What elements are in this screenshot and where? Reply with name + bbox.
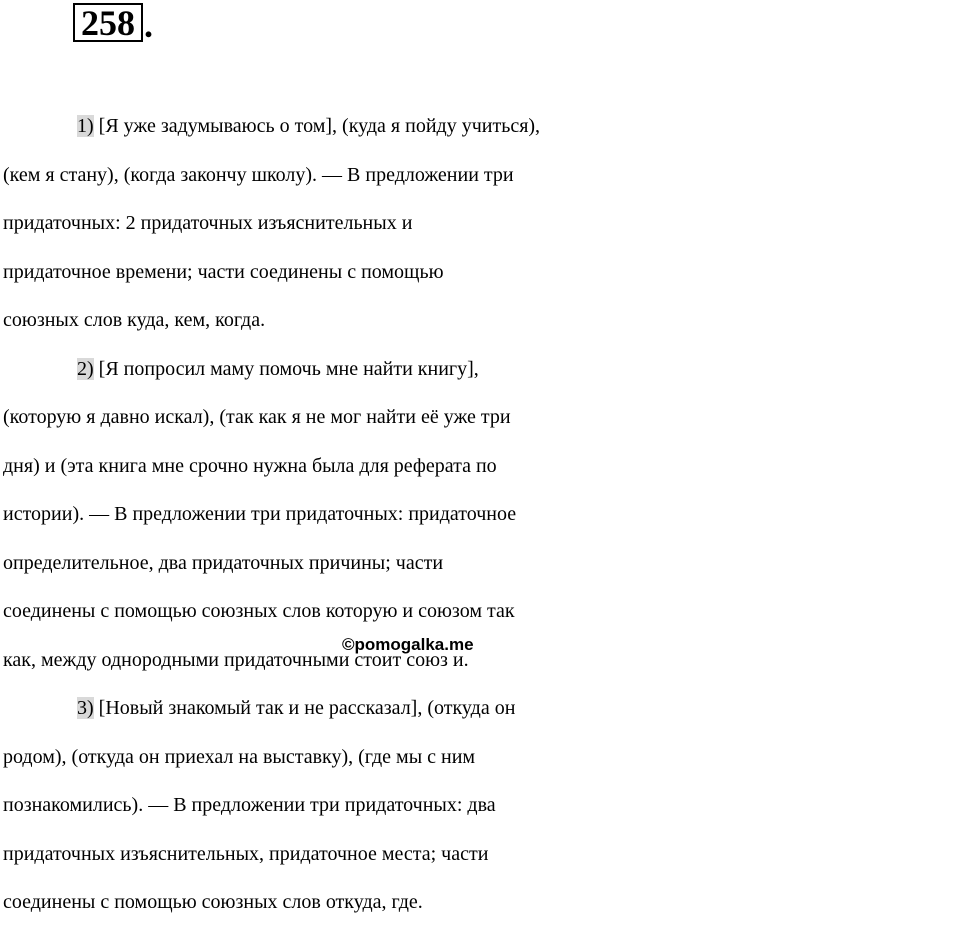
- task-number: [73, 3, 153, 45]
- text-line: (кем я стану), (когда закончу школу). — В предложении три: [3, 163, 514, 186]
- text-line: определительное, два придаточных причины; части: [3, 551, 444, 574]
- text-line: союзных слов куда, кем, когда.: [3, 309, 266, 331]
- text-line: истории). — В предложении три придаточных: придаточное: [3, 503, 517, 525]
- text-line: 3) [Новый знакомый так и не рассказал], (откуда он: [77, 697, 516, 719]
- item-number: 3): [77, 697, 94, 719]
- text-line: как, между однородными придаточными стоит союз и.: [3, 648, 469, 671]
- item-number: 1): [77, 115, 94, 137]
- item-number: 2): [77, 357, 94, 380]
- answer-item-2: [3, 345, 960, 685]
- text-line: (которую я давно искал), (так как я не мог найти её уже три: [3, 406, 511, 428]
- text-line: 1) [Я уже задумываюсь о том], (куда я пойду учиться),: [77, 115, 541, 137]
- answer-item-3: [3, 684, 960, 927]
- text-line: придаточное времени; части соединены с помощью: [3, 260, 444, 283]
- text-line: 2) [Я попросил маму помочь мне найти книгу],: [77, 357, 479, 380]
- task-number-box: 258: [73, 3, 143, 42]
- text-line: дня) и (эта книга мне срочно нужна была для реферата по: [3, 454, 497, 477]
- watermark: ©pomogalka.me: [342, 635, 474, 654]
- text-line: придаточных: 2 придаточных изъяснительных и: [3, 212, 413, 234]
- text-line: соединены с помощью союзных слов откуда, где.: [3, 891, 423, 913]
- text-line: соединены с помощью союзных слов которую и союзом так: [3, 600, 515, 622]
- text-line: родом), (откуда он приехал на выставку), (где мы с ним: [3, 745, 476, 768]
- answer-item-1: [3, 102, 960, 345]
- answer-text: [3, 102, 960, 927]
- text-line: придаточных изъяснительных, придаточное места; части: [3, 842, 489, 865]
- task-number-dot: .: [144, 5, 153, 45]
- text-line: познакомились). — В предложении три придаточных: два: [3, 794, 496, 816]
